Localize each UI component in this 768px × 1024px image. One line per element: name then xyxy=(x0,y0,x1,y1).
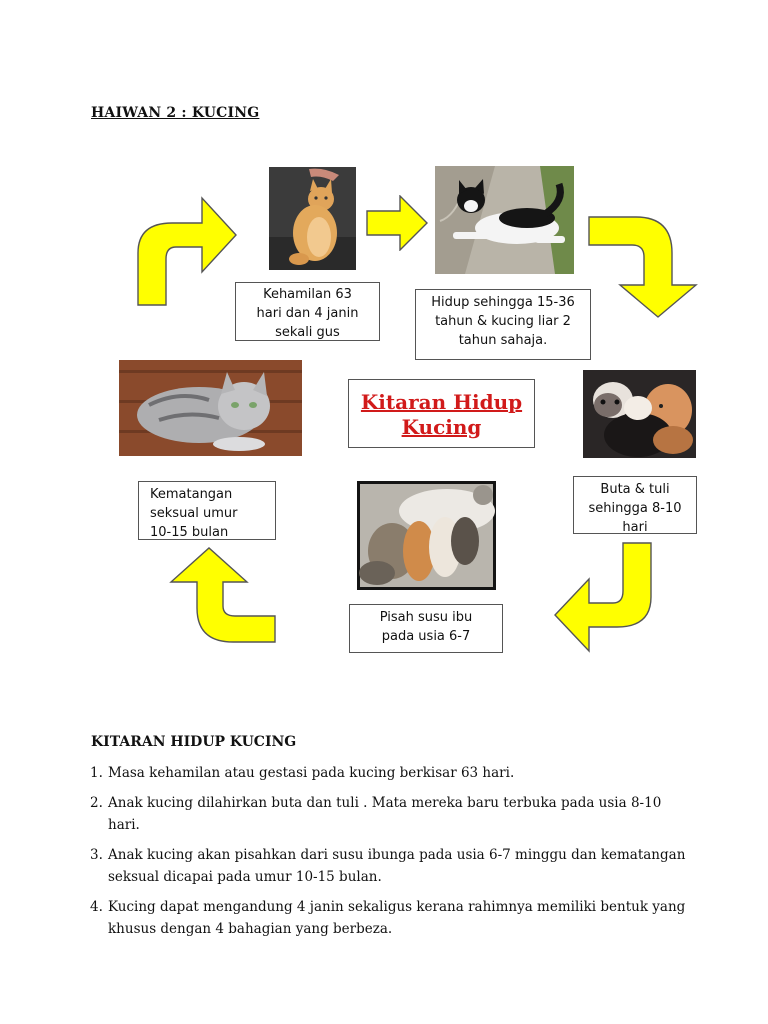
label-kehamilan: Kehamilan 63 hari dan 4 janin sekali gus xyxy=(235,282,380,341)
diagram-title: Kitaran Hidup Kucing xyxy=(348,379,535,448)
photo-kittens xyxy=(583,370,696,458)
section-title: KITARAN HIDUP KUCING xyxy=(91,734,297,750)
label-pisah-susu: Pisah susu ibu pada usia 6-7 xyxy=(349,604,503,653)
label-hidup: Hidup sehingga 15-36 tahun & kucing liar 2 tahun sahaja. xyxy=(415,289,591,360)
list-item: 4. Kucing dapat mengandung 4 janin sekaligus kerana rahimnya memiliki bentuk yang khusus dengan 4 bahagian yang berbeza. xyxy=(90,899,686,937)
label-kematangan: Kematangan seksual umur 10-15 bulan xyxy=(138,481,276,540)
photo-pregnant-cat xyxy=(269,167,356,270)
arrow-right-icon xyxy=(366,195,428,251)
list-item: 3. Anak kucing akan pisahkan dari susu ibunga pada usia 6-7 minggu dan kematangan seksual dicapai pada umur 10-15 bulan. xyxy=(90,847,686,885)
life-cycle-list xyxy=(90,762,690,948)
arrow-down-left-icon xyxy=(553,541,653,653)
photo-adult-cat xyxy=(435,166,574,274)
photo-grey-cat xyxy=(119,360,302,456)
list-item: 2. Anak kucing dilahirkan buta dan tuli . Mata mereka baru terbuka pada usia 8-10 hari. xyxy=(90,795,662,833)
photo-nursing-kittens xyxy=(357,481,496,590)
arrow-up-right-icon xyxy=(136,195,238,307)
arrow-left-up-icon xyxy=(167,546,277,644)
arrow-right-down-icon xyxy=(588,215,698,319)
page-heading: HAIWAN 2 : KUCING xyxy=(91,105,260,121)
list-item: 1. Masa kehamilan atau gestasi pada kucing berkisar 63 hari. xyxy=(90,765,515,781)
label-buta-tuli: Buta & tuli sehingga 8-10 hari xyxy=(573,476,697,534)
